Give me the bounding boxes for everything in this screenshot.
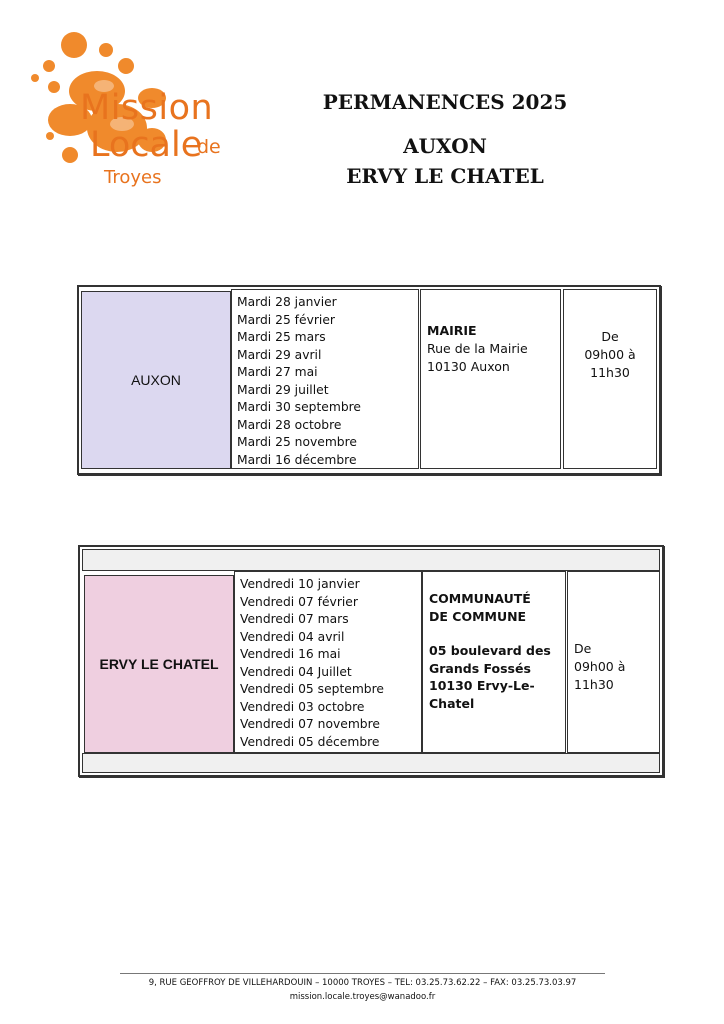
hours-to: 11h30 bbox=[574, 677, 614, 692]
venue-address-line: 10130 Auxon bbox=[427, 359, 510, 374]
date-item: Mardi 25 mars bbox=[237, 330, 326, 344]
hours-from: 09h00 à bbox=[584, 347, 636, 362]
auxon-venue-cell bbox=[420, 289, 561, 469]
date-item: Vendredi 07 novembre bbox=[240, 717, 380, 731]
ervy-top-band bbox=[82, 549, 660, 571]
venue-address-line: 05 boulevard des bbox=[429, 643, 551, 658]
date-item: Vendredi 03 octobre bbox=[240, 699, 365, 714]
date-item: Mardi 30 septembre bbox=[237, 400, 361, 414]
venue-address-line: Grands Fossés bbox=[429, 660, 531, 676]
date-item: Mardi 28 octobre bbox=[237, 417, 342, 432]
date-item: Mardi 29 avril bbox=[237, 347, 322, 362]
auxon-table bbox=[77, 285, 661, 475]
venue-name: COMMUNAUTÉ bbox=[429, 591, 531, 606]
date-item: Vendredi 10 janvier bbox=[240, 577, 360, 591]
ervy-venue-cell bbox=[422, 571, 566, 753]
footer-address: 9, RUE GEOFFROY DE VILLEHARDOUIN – 10000 TROYES – TEL: 03.25.73.62.22 – FAX: 03.25.73.03.97 bbox=[148, 978, 577, 988]
heading-auxon: AUXON bbox=[403, 134, 487, 158]
auxon-name-cell bbox=[81, 291, 231, 469]
heading-ervy: ERVY LE CHATEL bbox=[346, 164, 544, 188]
date-item: Vendredi 07 février bbox=[240, 594, 358, 609]
ervy-dates-cell bbox=[234, 571, 422, 753]
venue-address-line: 10130 Ervy-Le- bbox=[429, 678, 535, 693]
date-item: Vendredi 04 avril bbox=[240, 629, 345, 644]
date-item: Vendredi 16 mai bbox=[240, 647, 341, 661]
footer-email: mission.locale.troyes@wanadoo.fr bbox=[289, 992, 436, 1002]
hours-label: De bbox=[601, 329, 619, 344]
ervy-bottom-band bbox=[82, 753, 660, 773]
date-item: Mardi 29 juillet bbox=[237, 382, 329, 397]
date-item: Mardi 16 décembre bbox=[237, 452, 357, 467]
venue-address-line: Rue de la Mairie bbox=[427, 341, 528, 356]
hours-to: 11h30 bbox=[590, 365, 630, 380]
date-item: Vendredi 05 décembre bbox=[240, 734, 380, 749]
ervy-name: ERVY LE CHATEL bbox=[99, 656, 219, 672]
ervy-hours-cell bbox=[567, 571, 660, 753]
footer-divider bbox=[120, 973, 605, 974]
auxon-name: AUXON bbox=[131, 372, 181, 388]
ervy-name-cell bbox=[84, 575, 234, 753]
page-title: PERMANENCES 2025 bbox=[322, 90, 568, 114]
date-item: Mardi 25 novembre bbox=[237, 435, 357, 449]
date-item: Mardi 25 février bbox=[237, 312, 335, 327]
venue-name: MAIRIE bbox=[427, 323, 477, 338]
auxon-dates-cell bbox=[231, 289, 419, 469]
hours-label: De bbox=[574, 641, 592, 656]
hours-from: 09h00 à bbox=[574, 659, 626, 674]
date-item: Mardi 27 mai bbox=[237, 365, 318, 379]
date-item: Vendredi 05 septembre bbox=[240, 682, 384, 696]
logo-word-de: de bbox=[197, 136, 221, 158]
logo-word-locale: Locale bbox=[90, 125, 203, 165]
logo-word-mission: Mission bbox=[80, 88, 214, 128]
ervy-table bbox=[78, 545, 664, 777]
logo-word-troyes: Troyes bbox=[104, 167, 162, 188]
venue-name: DE COMMUNE bbox=[429, 608, 527, 624]
auxon-hours-cell bbox=[563, 289, 657, 469]
date-item: Vendredi 07 mars bbox=[240, 612, 349, 626]
date-item: Mardi 28 janvier bbox=[237, 295, 337, 309]
date-item: Vendredi 04 Juillet bbox=[240, 664, 352, 679]
venue-address-line: Chatel bbox=[429, 695, 475, 711]
